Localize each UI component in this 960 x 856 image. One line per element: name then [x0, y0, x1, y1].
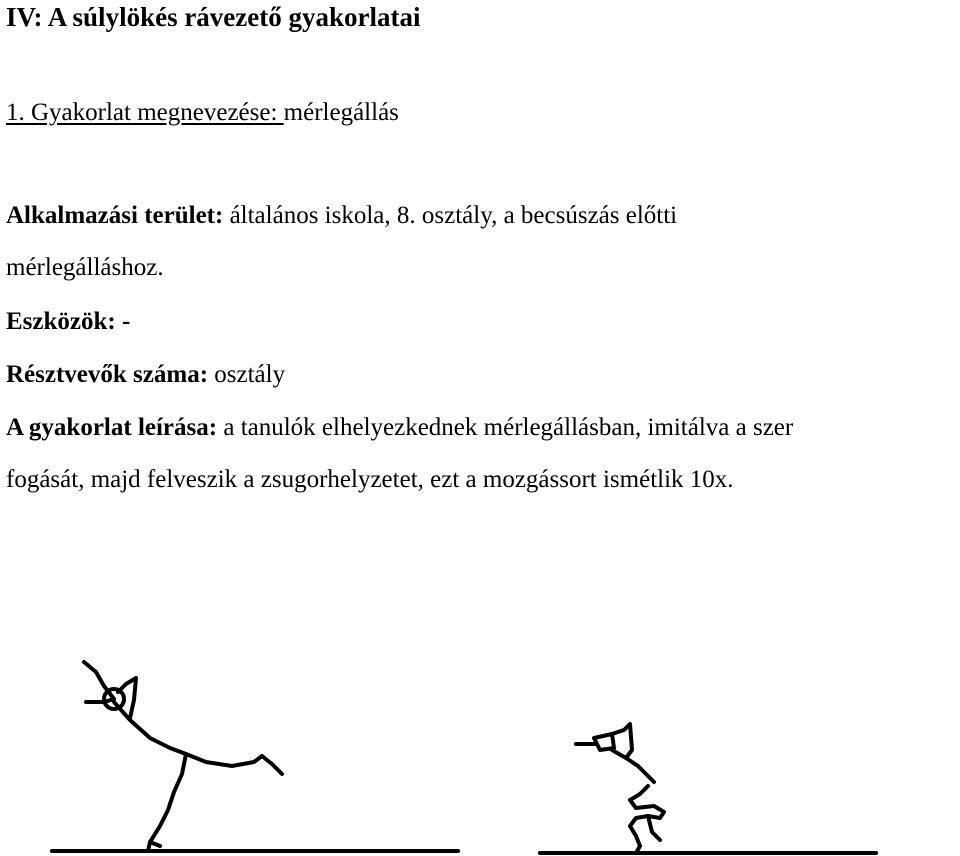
- equipment-label: Eszközök: -: [6, 308, 131, 335]
- application-text-1: általános iskola, 8. osztály, a becsúszás előtti: [223, 202, 678, 229]
- crouch-pose-figure: [0, 640, 960, 856]
- participants-label: Résztvevők száma:: [6, 361, 209, 388]
- description-label: A gyakorlat leírása:: [6, 414, 218, 441]
- application-line-2: mérlegálláshoz.: [6, 254, 164, 281]
- description-text-1: a tanulók elhelyezkednek mérlegállásban, imitálva a szer: [217, 414, 794, 441]
- description-line-1: [6, 413, 793, 443]
- participants-value: osztály: [208, 361, 286, 388]
- exercise-name: mérlegállás: [283, 99, 399, 126]
- page-heading: IV: A súlylökés rávezető gyakorlatai: [6, 2, 421, 32]
- description-line-2: fogását, majd felveszik a zsugorhelyzetet, ezt a mozgássort ismétlik 10x.: [6, 466, 734, 493]
- figure2-head: [594, 734, 614, 750]
- exercise-number-label: 1. Gyakorlat megnevezése:: [6, 99, 284, 126]
- participants-line: [6, 360, 285, 390]
- figure2-torso: [612, 750, 654, 782]
- equipment-line: [6, 307, 130, 337]
- exercise-title: [6, 98, 399, 128]
- application-label: Alkalmazási terület:: [6, 202, 224, 229]
- application-line-1: [6, 201, 677, 231]
